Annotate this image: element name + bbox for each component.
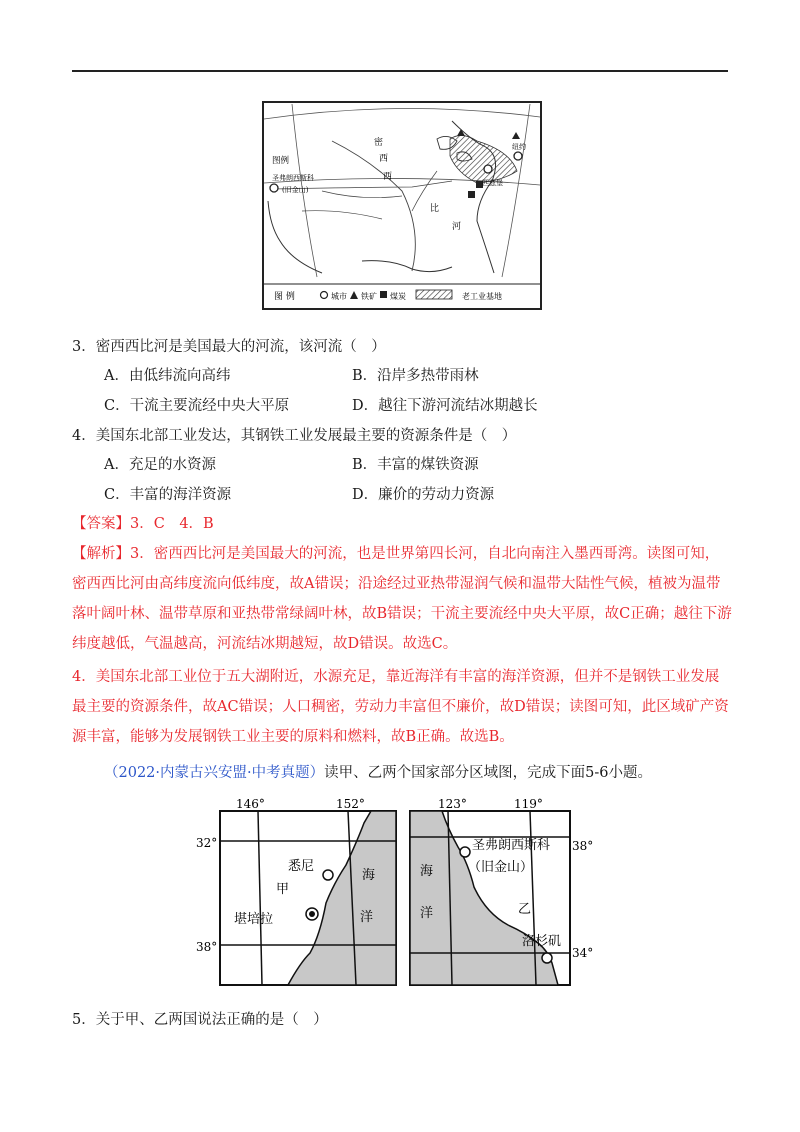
analysis-p2: 4．美国东北部工业位于五大湖附近，水源充足，靠近海洋有丰富的海洋资源，但并不是钢铁工业发展最主要的资源条件，故AC错误；人口稠密，劳动力丰富但不廉价，故D错误；读图可知，此区域矿产资源丰富，能够为发展钢铁工业主要的原料和燃料，故B正确。故选B。 bbox=[72, 669, 729, 745]
q56-source: （2022·内蒙古兴安盟·中考真题） bbox=[104, 765, 325, 781]
map1-legend-label: 图 例 bbox=[274, 292, 295, 302]
q56-intro bbox=[104, 763, 652, 783]
map1-label-xi1: 西 bbox=[379, 154, 389, 164]
jia-lon-152: 152° bbox=[336, 797, 365, 811]
yi-city-sf: 圣弗朗西斯科 bbox=[472, 838, 551, 853]
q4-option-a: A．充足的水资源 bbox=[104, 457, 216, 473]
yi-lat-38: 38° bbox=[572, 839, 594, 853]
legend-industrial-base-icon bbox=[416, 290, 452, 299]
yi-lon-119: 119° bbox=[514, 797, 543, 811]
q3-stem: 3．密西西比河是美国最大的河流，该河流（ ） bbox=[72, 339, 386, 355]
yi-city-sf-alt: （旧金山） bbox=[468, 860, 534, 875]
country-maps-figure bbox=[196, 795, 616, 995]
q4-option-b: B．丰富的煤铁资源 bbox=[352, 457, 479, 473]
analysis-paragraph-1 bbox=[72, 539, 732, 659]
yi-country-label: 乙 bbox=[518, 902, 532, 917]
top-rule bbox=[72, 70, 728, 72]
map1-ny-name: 纽约 bbox=[512, 143, 526, 151]
sydney-city-icon bbox=[323, 870, 333, 880]
jia-country-label: 甲 bbox=[276, 882, 290, 897]
q3-option-d: D．越往下游河流结冰期越长 bbox=[352, 398, 538, 414]
map-jia bbox=[196, 797, 396, 985]
yi-sea-2: 洋 bbox=[420, 906, 434, 921]
analysis-tag: 【解析】 bbox=[72, 546, 130, 562]
analysis-p1: 3．密西西比河是美国最大的河流，也是世界第四长河，自北向南注入墨西哥湾。读图可知，密西西比河由高纬度流向低纬度，故A错误；沿途经过亚热带湿润气候和温带大陆性气候，植被为温带落叶阔叶林、温带草原和亚热带常绿阔叶林，故B错误；干流主要流经中央大平原，故C正确；越往下游纬度越低，气温越高，河流结冰期越短，故D错误。故选C。 bbox=[72, 546, 732, 652]
us-map-figure bbox=[262, 101, 542, 310]
jia-city-sydney: 悉尼 bbox=[288, 859, 315, 874]
yi-lat-34: 34° bbox=[572, 946, 594, 960]
jia-lon-146: 146° bbox=[236, 797, 265, 811]
map1-legend-title: 图例 bbox=[272, 156, 290, 166]
legend-coal-icon bbox=[380, 291, 387, 298]
jia-sea-1: 海 bbox=[362, 868, 376, 883]
answer-tag: 【答案】 bbox=[72, 516, 130, 532]
q56-text: 读甲、乙两个国家部分区域图，完成下面5-6小题。 bbox=[324, 765, 652, 781]
q5-stem: 5．关于甲、乙两国说法正确的是（ ） bbox=[72, 1012, 328, 1028]
map1-pitt-name: 匹兹堡 bbox=[482, 179, 503, 187]
map1-legend-base: 老工业基地 bbox=[462, 292, 502, 301]
map1-sf-name: 圣弗朗西斯科 bbox=[272, 174, 314, 182]
answer-line bbox=[72, 514, 214, 534]
map1-label-he: 河 bbox=[452, 222, 462, 232]
answer-text: 3．C 4．B bbox=[130, 516, 214, 532]
map1-sf-alt: (旧金山) bbox=[282, 186, 309, 194]
jia-lat-32: 32° bbox=[196, 836, 218, 850]
q4-option-c: C．丰富的海洋资源 bbox=[104, 487, 232, 503]
map1-legend-iron: 铁矿 bbox=[361, 292, 377, 301]
legend-city-icon bbox=[321, 292, 328, 299]
map1-legend-coal: 煤炭 bbox=[390, 292, 406, 301]
jia-sea-2: 洋 bbox=[360, 910, 374, 925]
q3-option-b: B．沿岸多热带雨林 bbox=[352, 368, 479, 384]
q4-stem: 4．美国东北部工业发达，其钢铁工业发展最主要的资源条件是（ ） bbox=[72, 428, 517, 444]
q3-option-a: A．由低纬流向高纬 bbox=[104, 368, 231, 384]
san-francisco-city-icon bbox=[460, 847, 470, 857]
map1-label-bi: 比 bbox=[430, 204, 440, 214]
yi-city-la: 洛杉矶 bbox=[522, 934, 562, 949]
yi-sea-1: 海 bbox=[420, 864, 434, 879]
map-yi bbox=[410, 797, 593, 985]
map1-legend-city: 城市 bbox=[331, 292, 347, 301]
los-angeles-city-icon bbox=[542, 953, 552, 963]
q4-option-d: D．廉价的劳动力资源 bbox=[352, 487, 495, 503]
jia-lat-38: 38° bbox=[196, 940, 218, 954]
jia-city-canberra: 堪培拉 bbox=[234, 912, 274, 927]
map1-label-mi: 密 bbox=[374, 138, 384, 148]
yi-lon-123: 123° bbox=[438, 797, 467, 811]
map1-label-xi2: 西 bbox=[383, 172, 393, 182]
q3-option-c: C．干流主要流经中央大平原 bbox=[104, 398, 290, 414]
